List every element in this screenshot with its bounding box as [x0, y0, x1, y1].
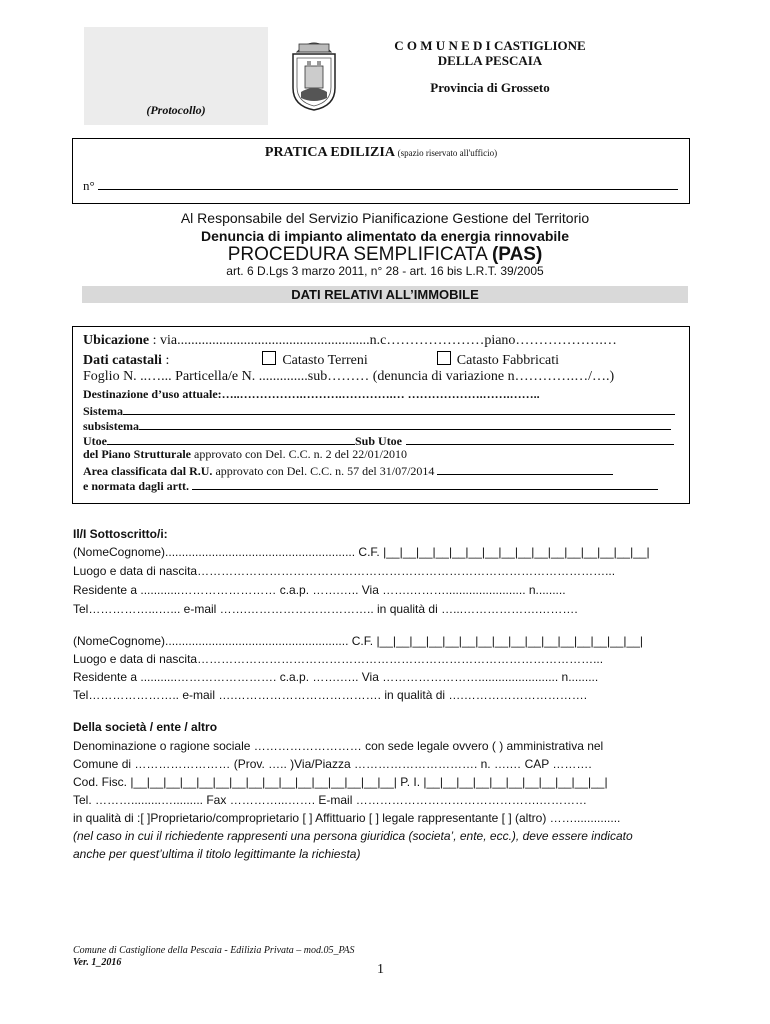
destinazione-row[interactable]: Destinazione d’uso attuale:…..…………….……….………….… ……………….…….……..	[83, 387, 540, 401]
p1-cf-boxes[interactable]: |__|__|__|__|__|__|__|__|__|__|__|__|__|__|__|__|	[383, 545, 650, 559]
foglio-row[interactable]: Foglio N. ..…... Particella/e N. ..............sub……… (denuncia di variazione n………….…/….)	[83, 369, 615, 384]
codfisc-row[interactable]: Cod. Fisc. |__|__|__|__|__|__|__|__|__|__|__|__|__|__|__|__| P. I. |__|__|__|__|__|__|__|__|__|__|__|	[73, 775, 608, 789]
p1-nome-field[interactable]: (NomeCognome).........................................................	[73, 545, 356, 559]
sistema-label: Sistema	[83, 404, 123, 418]
footer	[73, 945, 354, 969]
sottoscritto-heading: Il/I Sottoscritto/i:	[73, 527, 168, 541]
immobile-box	[72, 326, 690, 504]
piano-strutturale-label: del Piano Strutturale	[83, 447, 191, 461]
p2-nome-field[interactable]: (NomeCognome).......................................................	[73, 634, 349, 648]
p2-cf-label: C.F.	[351, 634, 374, 648]
catasto-fabbricati-checkbox[interactable]	[437, 351, 451, 365]
p1-residente-row[interactable]: Residente a ............…………………… c.a.p. …….….. Via …….………........................ n.........	[73, 583, 566, 597]
qualita-row[interactable]: in qualità di :[ ]Proprietario/comproprietario [ ] Affittuario [ ] legale rappresentante [ ] (altro) ……..............	[73, 811, 621, 825]
comune-crest-logo	[289, 30, 339, 112]
normata-row[interactable]	[83, 477, 658, 494]
pratica-title-text: PRATICA EDILIZIA	[264, 145, 395, 160]
p2-nome-row[interactable]	[73, 634, 643, 648]
pratica-title	[73, 145, 689, 161]
sub-utoe-field[interactable]	[406, 432, 674, 445]
legal-reference: art. 6 D.Lgs 3 marzo 2011, n° 28 - art. 16 bis L.R.T. 39/2005	[226, 264, 544, 278]
area-text: approvato con Del. C.C. n. 57 del 31/07/2014	[212, 464, 435, 478]
protocol-label: (Protocollo)	[146, 103, 206, 117]
p1-luogo-row[interactable]: Luogo e data di nascita…………………………………………………………………………………………...	[73, 564, 616, 578]
catasto-terreni-checkbox[interactable]	[262, 351, 276, 365]
catasto-terreni-label: Catasto Terreni	[282, 353, 368, 368]
comune-name	[340, 38, 640, 68]
societa-note-line1: (nel caso in cui il richiedente rappresenti una persona giuridica (societa’, ente, ecc.), deve essere indicato	[73, 829, 633, 843]
pratica-number-field[interactable]	[98, 177, 678, 190]
comune-row[interactable]: Comune di …………………… (Prov. ….. )Via/Piazza …………………………. n. ….… CAP ……….	[73, 757, 592, 771]
comune-line2: DELLA PESCAIA	[437, 53, 543, 68]
footer-line1: Comune di Castiglione della Pescaia - Edilizia Privata – mod.05_PAS	[73, 945, 355, 956]
pratica-box	[72, 138, 690, 204]
piano-strutturale-row	[83, 447, 407, 462]
ubicazione-row[interactable]	[83, 333, 617, 349]
ubicazione-label: Ubicazione	[83, 333, 150, 348]
societa-heading: Della società / ente / altro	[73, 720, 218, 734]
pratica-number-label: n°	[83, 178, 95, 193]
procedure-title-abbr: (PAS)	[491, 244, 543, 265]
p2-tel-row[interactable]: Tel………………….. e-mail ….………………………………. in qualità di ….………………………….	[73, 688, 588, 702]
area-field[interactable]	[437, 462, 613, 475]
ubicazione-field[interactable]: : via.......................................................n.c…………………piano……………….…	[149, 333, 617, 348]
addressee: Al Responsabile del Servizio Pianificazione Gestione del Territorio	[180, 210, 590, 226]
procedure-title-text: PROCEDURA SEMPLIFICATA	[227, 244, 487, 265]
subsistema-field[interactable]	[139, 417, 671, 430]
section-bar-immobile: DATI RELATIVI ALL’IMMOBILE	[82, 286, 688, 303]
normata-field[interactable]	[192, 477, 658, 490]
p1-nome-row[interactable]	[73, 545, 650, 559]
comune-line1: C O M U N E D I CASTIGLIONE	[394, 38, 586, 53]
catasto-fabbricati-label: Catasto Fabbricati	[456, 353, 560, 368]
catastali-row	[83, 351, 559, 369]
area-label: Area classificata dal R.U.	[83, 464, 213, 478]
pratica-number[interactable]	[83, 177, 678, 194]
p1-cf-label: C.F.	[358, 545, 380, 559]
p2-luogo-row[interactable]: Luogo e data di nascita………………………………………………………………………………………...	[73, 652, 604, 666]
provincia: Provincia di Grosseto	[430, 80, 550, 95]
page-number: 1	[377, 962, 384, 977]
footer-version: Ver. 1_2016	[73, 957, 122, 968]
sub-utoe-label: Sub Utoe	[355, 434, 403, 448]
pratica-note: (spazio riservato all'ufficio)	[397, 148, 498, 158]
sistema-field[interactable]	[123, 402, 675, 415]
p2-residente-row[interactable]: Residente a ...........……………………. c.a.p. …….….. Via ……………………........................ n.........	[73, 670, 599, 684]
denuncia-title: Denuncia di impianto alimentato da energia rinnovabile	[201, 228, 569, 244]
societa-tel-row[interactable]: Tel. ……….........…......... Fax …………...……. E-mail ……………………………………….…………	[73, 793, 588, 807]
piano-strutturale-text: approvato con Del. C.C. n. 2 del 22/01/2010	[191, 447, 407, 461]
denominazione-row[interactable]: Denominazione o ragione sociale ……………………… con sede legale ovvero ( ) amministrativa nel	[73, 739, 604, 753]
catastali-label: Dati catastali	[83, 353, 162, 368]
normata-label: e normata dagli artt.	[83, 479, 189, 493]
protocol-box	[84, 27, 268, 125]
utoe-field[interactable]	[107, 432, 355, 445]
societa-note-line2: anche per quest’ultima il titolo legittimante la richiesta)	[73, 847, 361, 861]
p2-cf-boxes[interactable]: |__|__|__|__|__|__|__|__|__|__|__|__|__|__|__|__|	[376, 634, 643, 648]
procedure-title	[0, 244, 770, 266]
catastali-colon: :	[161, 353, 170, 368]
utoe-label: Utoe	[83, 434, 107, 448]
p1-tel-row[interactable]: Tel……………...…... e-mail …….………………………….. in qualità di …...……………….……….	[73, 602, 578, 616]
subsistema-label: subsistema	[83, 419, 140, 433]
